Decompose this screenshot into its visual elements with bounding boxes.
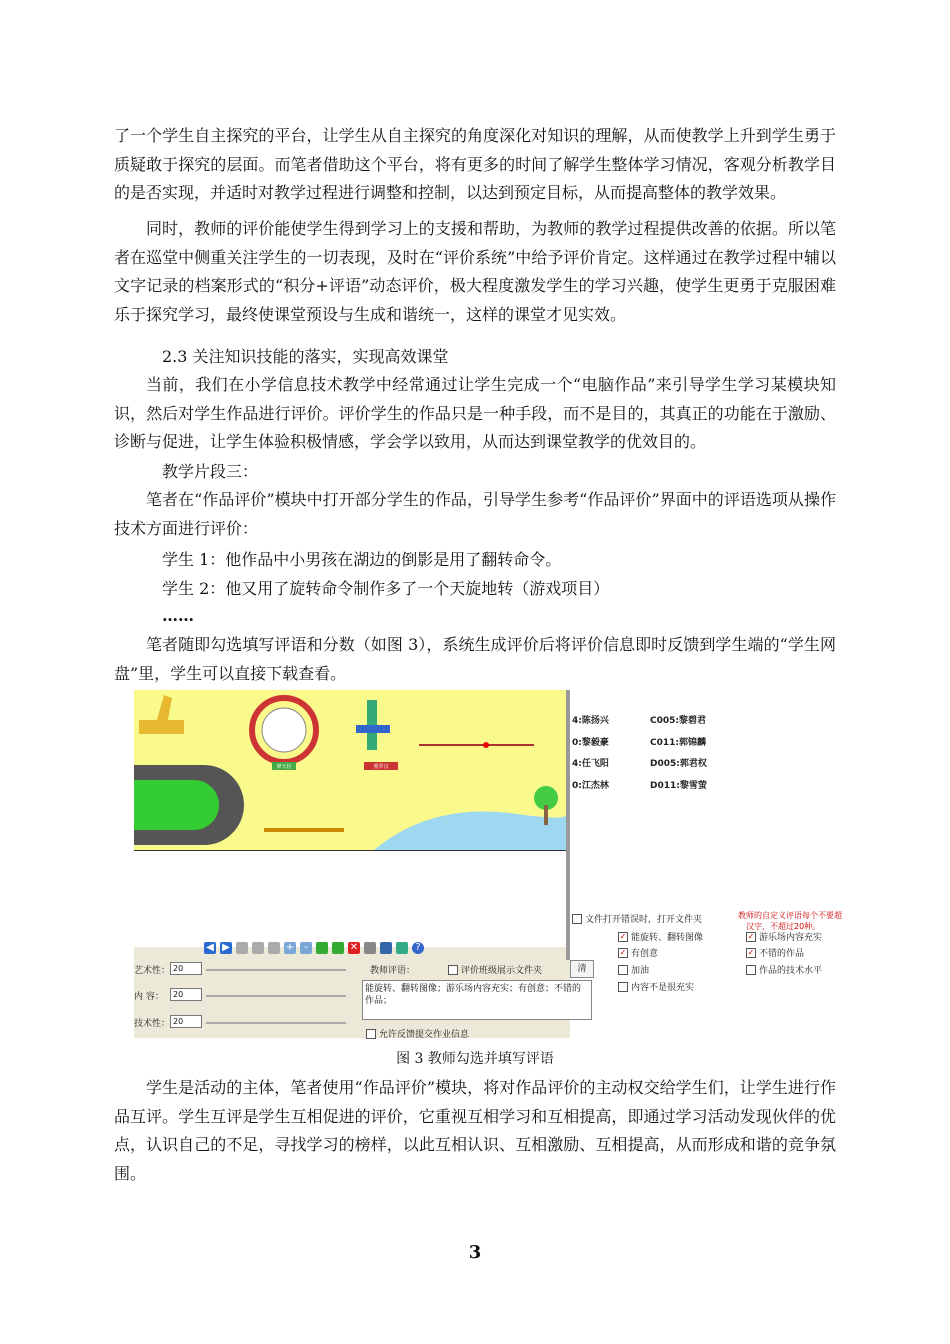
paragraph-10: 学生是活动的主体，笔者使用“作品评价”模块，将对作品评价的主动权交给学生们，让学生进行作品互评。学生互评是学生互相促进的评价，它重视互相学习和互相提高，即通过学习活动发现伙伴的优点，认识自己的不足，寻找学习的榜样，以此互相认识、互相激励、互相提高，从而形成和谐的竞争氛围。 bbox=[114, 1078, 836, 1183]
class-show-option[interactable]: 评价班级展示文件夹 bbox=[448, 963, 542, 976]
score-slider-art[interactable] bbox=[206, 969, 346, 971]
student-left-2[interactable]: 0:黎毅豪 bbox=[572, 738, 609, 748]
check-good-work[interactable]: ✓ 不错的作品 bbox=[747, 947, 805, 959]
figure-3-screenshot bbox=[134, 690, 842, 1040]
amusement-park-drawing bbox=[134, 690, 566, 850]
edit-icon[interactable] bbox=[396, 942, 408, 954]
zoom-in-icon[interactable]: + bbox=[285, 942, 295, 953]
ride-sign-2: 叠罗汉 bbox=[373, 764, 389, 770]
check-not-rich[interactable]: 内容不是很充实 bbox=[618, 980, 694, 993]
paragraph-9: 笔者随即勾选填写评语和分数（如图 3），系统生成评价后将评价信息即时反馈到学生端的“学生网盘”里，学生可以直接下载查看。 bbox=[114, 635, 836, 683]
section-heading: 2.3 关注知识技能的落实，实现高效课堂 bbox=[162, 347, 449, 366]
evaluation-panel bbox=[570, 690, 842, 1038]
score-input-content[interactable]: 20 bbox=[170, 988, 202, 1001]
check-creative[interactable]: ✓ 有创意 bbox=[619, 947, 659, 959]
score-label-content: 内 容： bbox=[134, 992, 164, 1002]
crop-icon[interactable] bbox=[268, 942, 280, 954]
check-rotate-flip[interactable]: ✓ 能旋转、翻转图像 bbox=[619, 931, 704, 943]
help-icon[interactable]: ? bbox=[412, 942, 424, 954]
paragraph-7: 学生 2：他又用了旋转命令制作多了一个天旋地转（游戏项目） bbox=[162, 579, 610, 598]
paragraph-5: 笔者在“作品评价”模块中打开部分学生的作品，引导学生参考“作品评价”界面中的评语选项从操作技术方面进行评价： bbox=[114, 490, 836, 538]
custom-note-1: 教师的自定义评语每个不要超 bbox=[738, 911, 842, 920]
print-icon[interactable] bbox=[364, 942, 376, 954]
student-left-4[interactable]: 0:江杰林 bbox=[572, 781, 609, 791]
clear-button[interactable]: 清 bbox=[570, 960, 594, 978]
ride-sign-1: 摩天轮 bbox=[276, 764, 292, 770]
student-right-4[interactable]: D011:黎雪萤 bbox=[650, 781, 707, 791]
zoom-out-icon[interactable]: - bbox=[300, 942, 312, 954]
student-left-3[interactable]: 4:任飞阳 bbox=[572, 759, 609, 769]
paragraph-3: 当前，我们在小学信息技术教学中经常通过让学生完成一个“电脑作品”来引导学生学习某模块知识，然后对学生作品进行评价。评价学生的作品只是一种手段，而不是目的，其真正的功能在于激励、诊断与促进，让学生体验积极情感，学会学以致用，从而达到课堂教学的优效目的。 bbox=[114, 375, 836, 451]
student-left-1[interactable]: 4:陈扬兴 bbox=[572, 716, 609, 726]
custom-note-2: 汉字，不超过20种。 bbox=[746, 922, 821, 931]
student-right-1[interactable]: C005:黎碧君 bbox=[650, 716, 706, 726]
fit-icon[interactable] bbox=[236, 942, 248, 954]
delete-icon[interactable]: ✕ bbox=[349, 942, 359, 953]
check-tech-level[interactable]: 作品的技术水平 bbox=[746, 963, 822, 976]
checkbox[interactable] bbox=[572, 914, 582, 924]
comment-textarea[interactable]: 能旋转、翻转图像；游乐场内容充实；有创意；不错的作品； bbox=[362, 980, 592, 1020]
paragraph-8: …… bbox=[162, 606, 194, 625]
teacher-comment-label: 教师评语： bbox=[370, 966, 416, 976]
student-right-2[interactable]: C011:郭锦麟 bbox=[650, 738, 706, 748]
prev-icon[interactable]: ◀ bbox=[204, 942, 216, 954]
paragraph-2: 同时，教师的评价能使学生得到学习上的支援和帮助，为教师的教学过程提供改善的依据。所以笔者在巡堂中侧重关注学生的一切表现，及时在“评价系统”中给予评价肯定。这样通过在教学过程中辅以文字记录的档案形式的“积分+评语”动态评价，极大程度激发学生的学习兴趣，使学生更勇于克服困难乐于探究学习，最终使课堂预设与生成和谐统一，这样的课堂才见实效。 bbox=[114, 219, 836, 324]
viewer-toolbar[interactable] bbox=[204, 940, 424, 956]
score-slider-tech[interactable] bbox=[206, 1022, 346, 1024]
score-label-tech: 技术性： bbox=[134, 1019, 171, 1029]
page-number: 3 bbox=[468, 1242, 482, 1263]
score-label-art: 艺术性： bbox=[134, 966, 171, 976]
move-icon[interactable] bbox=[252, 942, 264, 954]
paragraph-1: 了一个学生自主探究的平台，让学生从自主探究的角度深化对知识的理解，从而使教学上升到学生勇于质疑敢于探究的层面。而笔者借助这个平台，将有更多的时间了解学生整体学习情况，客观分析教学目的是否实现，并适时对教学过程进行调整和控制，以达到预定目标，从而提高整体的教学效果。 bbox=[114, 126, 836, 202]
save-icon[interactable] bbox=[380, 942, 392, 954]
score-input-art[interactable]: 20 bbox=[170, 962, 202, 975]
folder-open-option[interactable]: 文件打开错误时，打开文件夹 bbox=[572, 912, 702, 925]
check-keep-going[interactable]: 加油 bbox=[618, 963, 649, 976]
next-icon[interactable]: ▶ bbox=[220, 942, 232, 954]
preview-blank-area bbox=[134, 851, 566, 947]
student-artwork-canvas bbox=[134, 690, 566, 852]
figure-caption: 图 3 教师勾选并填写评语 bbox=[396, 1051, 554, 1067]
check-park-rich[interactable]: ✓ 游乐场内容充实 bbox=[747, 931, 823, 943]
score-slider-content[interactable] bbox=[206, 995, 346, 997]
paragraph-6: 学生 1：他作品中小男孩在湖边的倒影是用了翻转命令。 bbox=[162, 550, 562, 569]
rotate-left-icon[interactable] bbox=[316, 942, 328, 954]
score-input-tech[interactable]: 20 bbox=[170, 1015, 202, 1028]
student-right-3[interactable]: D005:郭君权 bbox=[650, 759, 707, 769]
allow-feedback-option[interactable]: 允许反馈提交作业信息 bbox=[366, 1027, 469, 1040]
rotate-right-icon[interactable] bbox=[332, 942, 344, 954]
paragraph-4: 教学片段三： bbox=[162, 462, 259, 481]
